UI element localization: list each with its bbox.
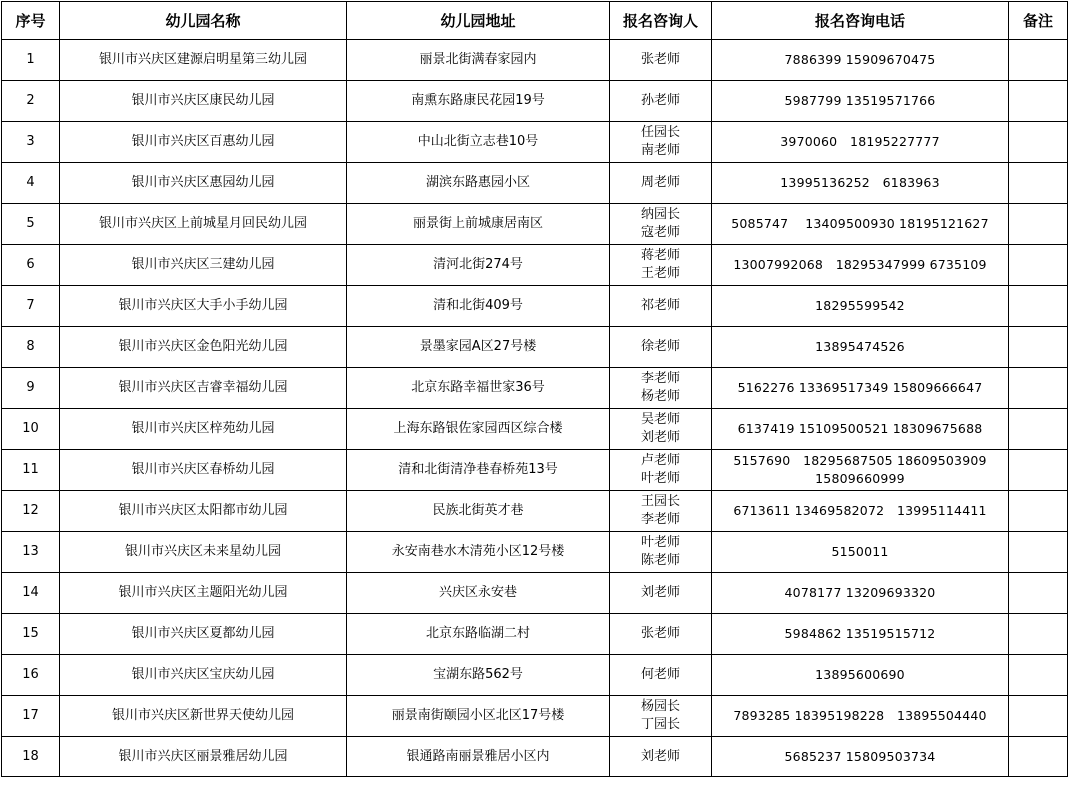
row-contact-person <box>610 40 712 81</box>
row-serial-number: 6 <box>2 245 60 286</box>
row-remarks <box>1009 81 1068 122</box>
row-kindergarten-name: 银川市兴庆区宝庆幼儿园 <box>60 655 347 696</box>
row-remarks <box>1009 655 1068 696</box>
row-serial-number: 4 <box>2 163 60 204</box>
row-contact-person-line: 徐老师 <box>640 339 680 354</box>
header-serial-number: 序号 <box>2 2 60 40</box>
row-contact-phone-line: 18295599542 <box>815 298 905 313</box>
table-row <box>2 737 1068 777</box>
table-row <box>2 327 1068 368</box>
row-kindergarten-address: 上海东路银佐家园西区综合楼 <box>347 409 610 450</box>
row-kindergarten-address: 清和北街清净巷春桥苑13号 <box>347 450 610 491</box>
row-contact-person <box>610 655 712 696</box>
row-contact-person-line: 李老师 <box>640 371 680 386</box>
table-row <box>2 245 1068 286</box>
row-kindergarten-address: 银通路南丽景雅居小区内 <box>347 737 610 777</box>
row-kindergarten-name: 银川市兴庆区吉睿幸福幼儿园 <box>60 368 347 409</box>
table-row <box>2 450 1068 491</box>
row-contact-person <box>610 163 712 204</box>
row-serial-number: 2 <box>2 81 60 122</box>
row-kindergarten-address: 北京东路临湖二村 <box>347 614 610 655</box>
row-kindergarten-name: 银川市兴庆区夏都幼儿园 <box>60 614 347 655</box>
row-contact-phone <box>712 737 1009 777</box>
row-contact-person-line: 张老师 <box>640 52 680 67</box>
row-contact-phone-line: 5685237 15809503734 <box>784 748 936 764</box>
row-kindergarten-name: 银川市兴庆区未来星幼儿园 <box>60 532 347 573</box>
table-row <box>2 532 1068 573</box>
row-kindergarten-address: 南熏东路康民花园19号 <box>347 81 610 122</box>
row-contact-person-line: 任园长 <box>640 125 680 140</box>
row-contact-person-line: 卢老师 <box>640 453 680 468</box>
row-contact-person <box>610 327 712 368</box>
row-contact-phone <box>712 368 1009 409</box>
row-contact-phone <box>712 409 1009 450</box>
row-contact-phone <box>712 122 1009 163</box>
row-contact-person-line: 张老师 <box>640 626 680 641</box>
table-row <box>2 286 1068 327</box>
row-contact-phone <box>712 614 1009 655</box>
row-serial-number: 12 <box>2 491 60 532</box>
row-contact-phone <box>712 532 1009 573</box>
header-remarks: 备注 <box>1009 2 1068 40</box>
row-kindergarten-name: 银川市兴庆区建源启明星第三幼儿园 <box>60 40 347 81</box>
row-contact-person-line: 祁老师 <box>640 298 680 313</box>
row-serial-number: 18 <box>2 737 60 777</box>
row-contact-person-line: 纳园长 <box>640 207 680 222</box>
row-serial-number: 13 <box>2 532 60 573</box>
row-contact-person-line: 何老师 <box>640 667 680 682</box>
row-contact-phone <box>712 655 1009 696</box>
table-row <box>2 696 1068 737</box>
row-kindergarten-address: 丽景南街颐园小区北区17号楼 <box>347 696 610 737</box>
row-contact-phone <box>712 573 1009 614</box>
row-remarks <box>1009 573 1068 614</box>
row-contact-phone <box>712 450 1009 491</box>
table-row <box>2 409 1068 450</box>
row-contact-person <box>610 450 712 491</box>
row-serial-number: 9 <box>2 368 60 409</box>
row-contact-person-line: 杨老师 <box>640 389 680 404</box>
table-row <box>2 573 1068 614</box>
row-remarks <box>1009 450 1068 491</box>
row-contact-person <box>610 737 712 777</box>
row-kindergarten-address: 宝湖东路562号 <box>347 655 610 696</box>
row-contact-person-line: 王老师 <box>640 266 680 281</box>
row-contact-phone <box>712 491 1009 532</box>
row-contact-person-line: 南老师 <box>640 143 680 158</box>
table-row <box>2 81 1068 122</box>
row-contact-person <box>610 491 712 532</box>
row-contact-phone-line: 15809660999 <box>815 471 905 486</box>
header-kindergarten-address: 幼儿园地址 <box>347 2 610 40</box>
row-contact-phone-line: 5085747 13409500930 18195121627 <box>731 216 989 231</box>
row-contact-person <box>610 409 712 450</box>
row-kindergarten-name: 银川市兴庆区梓苑幼儿园 <box>60 409 347 450</box>
row-contact-phone <box>712 204 1009 245</box>
row-remarks <box>1009 409 1068 450</box>
table-row <box>2 614 1068 655</box>
row-contact-person-line: 蒋老师 <box>640 248 680 263</box>
row-kindergarten-name: 银川市兴庆区康民幼儿园 <box>60 81 347 122</box>
row-kindergarten-address: 永安南巷水木清苑小区12号楼 <box>347 532 610 573</box>
row-kindergarten-address: 清河北街274号 <box>347 245 610 286</box>
table-row <box>2 491 1068 532</box>
row-remarks <box>1009 696 1068 737</box>
row-contact-phone <box>712 81 1009 122</box>
header-row <box>2 2 1068 40</box>
row-serial-number: 7 <box>2 286 60 327</box>
row-contact-phone <box>712 163 1009 204</box>
row-contact-person <box>610 368 712 409</box>
row-serial-number: 8 <box>2 327 60 368</box>
row-contact-phone-line: 13007992068 18295347999 6735109 <box>733 257 987 272</box>
row-remarks <box>1009 245 1068 286</box>
row-contact-person-line: 叶老师 <box>640 535 680 550</box>
row-serial-number: 16 <box>2 655 60 696</box>
row-contact-phone-line: 13895600690 <box>815 667 905 682</box>
row-serial-number: 3 <box>2 122 60 163</box>
row-kindergarten-address: 清和北街409号 <box>347 286 610 327</box>
row-kindergarten-name: 银川市兴庆区主题阳光幼儿园 <box>60 573 347 614</box>
row-serial-number: 11 <box>2 450 60 491</box>
row-contact-person-line: 丁园长 <box>640 717 680 732</box>
row-contact-person-line: 叶老师 <box>640 471 680 486</box>
row-contact-phone-line: 7893285 18395198228 13895504440 <box>733 708 987 723</box>
row-contact-phone-line: 3970060 18195227777 <box>780 134 940 149</box>
row-remarks <box>1009 491 1068 532</box>
row-kindergarten-name: 银川市兴庆区大手小手幼儿园 <box>60 286 347 327</box>
header-contact-person: 报名咨询人 <box>610 2 712 40</box>
row-kindergarten-address: 湖滨东路惠园小区 <box>347 163 610 204</box>
row-contact-person <box>610 286 712 327</box>
table-header <box>2 2 1068 40</box>
row-contact-phone <box>712 327 1009 368</box>
row-serial-number: 10 <box>2 409 60 450</box>
row-remarks <box>1009 40 1068 81</box>
row-remarks <box>1009 204 1068 245</box>
row-kindergarten-address: 丽景北街满春家园内 <box>347 40 610 81</box>
row-kindergarten-name: 银川市兴庆区丽景雅居幼儿园 <box>60 737 347 777</box>
header-contact-phone: 报名咨询电话 <box>712 2 1009 40</box>
row-contact-phone <box>712 40 1009 81</box>
row-contact-phone-line: 13895474526 <box>815 339 905 354</box>
row-contact-phone-line: 13995136252 6183963 <box>780 175 940 190</box>
row-contact-person-line: 刘老师 <box>640 748 680 764</box>
row-contact-person <box>610 204 712 245</box>
row-remarks <box>1009 163 1068 204</box>
row-kindergarten-address: 中山北街立志巷10号 <box>347 122 610 163</box>
row-contact-person-line: 孙老师 <box>640 93 680 108</box>
row-remarks <box>1009 614 1068 655</box>
row-contact-person-line: 刘老师 <box>640 430 680 445</box>
row-kindergarten-address: 北京东路幸福世家36号 <box>347 368 610 409</box>
row-contact-person-line: 吴老师 <box>640 412 680 427</box>
row-contact-person <box>610 245 712 286</box>
row-remarks <box>1009 122 1068 163</box>
row-serial-number: 5 <box>2 204 60 245</box>
row-kindergarten-name: 银川市兴庆区太阳都市幼儿园 <box>60 491 347 532</box>
row-remarks <box>1009 737 1068 777</box>
row-contact-phone-line: 5150011 <box>831 544 889 559</box>
row-contact-phone-line: 6137419 15109500521 18309675688 <box>737 421 983 436</box>
row-contact-person-line: 刘老师 <box>640 585 680 600</box>
table-row <box>2 163 1068 204</box>
row-kindergarten-name: 银川市兴庆区百惠幼儿园 <box>60 122 347 163</box>
table-row <box>2 122 1068 163</box>
table-row <box>2 655 1068 696</box>
row-contact-person <box>610 573 712 614</box>
row-contact-phone-line: 5987799 13519571766 <box>784 93 936 108</box>
row-kindergarten-address: 景墨家园A区27号楼 <box>347 327 610 368</box>
row-serial-number: 17 <box>2 696 60 737</box>
row-contact-phone-line: 5157690 18295687505 18609503909 <box>733 453 987 468</box>
row-contact-phone-line: 7886399 15909670475 <box>784 52 936 67</box>
row-contact-person <box>610 696 712 737</box>
row-kindergarten-address: 丽景街上前城康居南区 <box>347 204 610 245</box>
row-remarks <box>1009 368 1068 409</box>
row-contact-phone-line: 4078177 13209693320 <box>784 585 936 600</box>
row-kindergarten-name: 银川市兴庆区金色阳光幼儿园 <box>60 327 347 368</box>
row-contact-person <box>610 122 712 163</box>
table-row <box>2 40 1068 81</box>
row-serial-number: 14 <box>2 573 60 614</box>
row-contact-person <box>610 532 712 573</box>
row-kindergarten-address: 兴庆区永安巷 <box>347 573 610 614</box>
row-contact-person <box>610 614 712 655</box>
row-kindergarten-address: 民族北街英才巷 <box>347 491 610 532</box>
row-contact-person-line: 李老师 <box>640 512 680 527</box>
row-contact-phone <box>712 245 1009 286</box>
row-serial-number: 1 <box>2 40 60 81</box>
header-kindergarten-name: 幼儿园名称 <box>60 2 347 40</box>
table-row <box>2 204 1068 245</box>
table-body <box>2 40 1068 777</box>
table-row <box>2 368 1068 409</box>
row-remarks <box>1009 286 1068 327</box>
row-contact-person-line: 杨园长 <box>640 699 680 714</box>
row-kindergarten-name: 银川市兴庆区春桥幼儿园 <box>60 450 347 491</box>
row-kindergarten-name: 银川市兴庆区新世界天使幼儿园 <box>60 696 347 737</box>
row-remarks <box>1009 327 1068 368</box>
row-contact-phone <box>712 286 1009 327</box>
row-kindergarten-name: 银川市兴庆区惠园幼儿园 <box>60 163 347 204</box>
row-contact-phone <box>712 696 1009 737</box>
kindergarten-table <box>1 1 1068 777</box>
row-kindergarten-name: 银川市兴庆区上前城星月回民幼儿园 <box>60 204 347 245</box>
row-contact-phone-line: 6713611 13469582072 13995114411 <box>733 503 987 518</box>
row-kindergarten-name: 银川市兴庆区三建幼儿园 <box>60 245 347 286</box>
row-serial-number: 15 <box>2 614 60 655</box>
row-contact-person-line: 王园长 <box>640 494 680 509</box>
row-remarks <box>1009 532 1068 573</box>
row-contact-phone-line: 5984862 13519515712 <box>784 626 936 641</box>
row-contact-person <box>610 81 712 122</box>
row-contact-person-line: 周老师 <box>640 175 680 190</box>
row-contact-person-line: 寇老师 <box>640 225 680 240</box>
row-contact-person-line: 陈老师 <box>640 553 680 568</box>
row-contact-phone-line: 5162276 13369517349 15809666647 <box>737 380 983 395</box>
